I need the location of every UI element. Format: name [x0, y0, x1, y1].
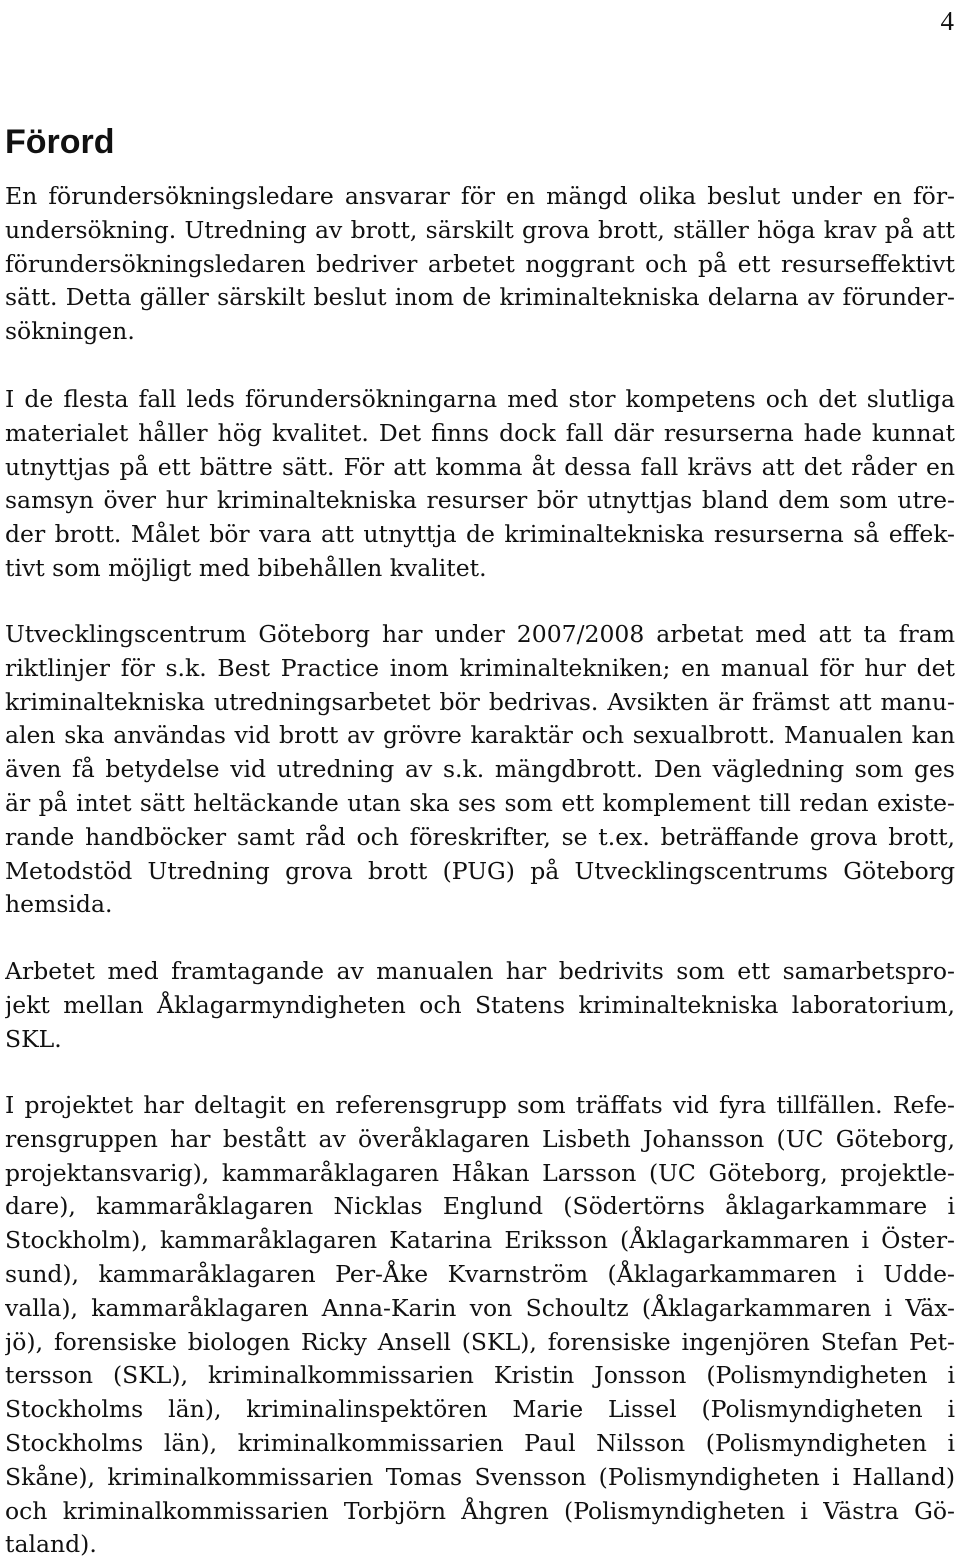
text-line: Utvecklingscentrum Göteborg har under 2007/2008 arbetat med att ta fram	[5, 620, 955, 648]
text-line: förundersökningsledaren bedriver arbetet noggrant och på ett resurseffektivt	[5, 249, 955, 278]
text-line: Stockholm), kammaråklagaren Katarina Eriksson (Åklagarkammaren i Öster-	[5, 1226, 955, 1255]
text-line: I de flesta fall leds förundersökningarna med stor kompetens och det slutliga	[5, 385, 955, 413]
text-line: tivt som möjligt med bibehållen kvalitet.	[5, 553, 487, 582]
text-line: SKL.	[5, 1024, 62, 1053]
text-line: I projektet har deltagit en referensgrupp som träffats vid fyra tillfällen. Refe-	[5, 1091, 955, 1119]
paragraph-reference-group	[5, 1089, 955, 1562]
text-line: tersson (SKL), kriminalkommissarien Kristin Jonsson (Polismyndigheten i	[5, 1361, 955, 1390]
text-line: Stockholms län), kriminalkommissarien Paul Nilsson (Polismyndigheten i	[5, 1428, 955, 1457]
text-line: samsyn över hur kriminaltekniska resurser bör utnyttjas bland dem som utre-	[5, 486, 955, 515]
page-number: 4	[940, 6, 954, 36]
text-line: valla), kammaråklagaren Anna-Karin von Schoultz (Åklagarkammaren i Väx-	[5, 1293, 955, 1322]
paragraph-intro	[5, 180, 955, 349]
text-line: sund), kammaråklagaren Per-Åke Kvarnström (Åklagarkammaren i Udde-	[5, 1259, 955, 1288]
text-line: der brott. Målet bör vara att utnyttja de kriminaltekniska resurserna så effek-	[5, 520, 955, 549]
text-line: kriminaltekniska utredningsarbetet bör bedrivas. Avsikten är främst att manu-	[5, 687, 955, 716]
paragraph-collaboration	[5, 955, 955, 1056]
text-line: och kriminalkommissarien Torbjörn Åhgren (Polismyndigheten i Västra Gö-	[5, 1496, 955, 1525]
text-line: sökningen.	[5, 317, 135, 346]
text-line: En förundersökningsledare ansvarar för en mängd olika beslut under en för-	[5, 182, 955, 210]
text-line: är på intet sätt heltäckande utan ska ses som ett komplement till redan existe-	[5, 788, 955, 817]
text-line: Metodstöd Utredning grova brott (PUG) på Utvecklingscentrums Göteborg	[5, 856, 955, 885]
paragraph-quality	[5, 383, 955, 586]
text-line: jekt mellan Åklagarmyndigheten och Statens kriminaltekniska laboratorium,	[5, 990, 955, 1019]
text-line: Arbetet med framtagande av manualen har bedrivits som ett samarbetspro-	[5, 957, 955, 985]
text-line: undersökning. Utredning av brott, särskilt grova brott, ställer höga krav på att	[5, 215, 955, 244]
text-line: utnyttjas på ett bättre sätt. För att komma åt dessa fall krävs att det råder en	[5, 452, 955, 481]
paragraph-manual	[5, 618, 955, 922]
text-line: rensgruppen har bestått av överåklagaren Lisbeth Johansson (UC Göteborg,	[5, 1124, 955, 1153]
text-line: Skåne), kriminalkommissarien Tomas Svensson (Polismyndigheten i Halland)	[5, 1462, 955, 1491]
text-line: hemsida.	[5, 890, 113, 919]
text-line: riktlinjer för s.k. Best Practice inom kriminaltekniken; en manual för hur det	[5, 653, 955, 682]
page-title: Förord	[5, 123, 115, 161]
text-line: sätt. Detta gäller särskilt beslut inom de kriminaltekniska delarna av förunder-	[5, 283, 955, 312]
text-line: dare), kammaråklagaren Nicklas Englund (Södertörns åklagarkammare i	[5, 1192, 955, 1221]
text-line: taland).	[5, 1530, 97, 1559]
text-line: rande handböcker samt råd och föreskrifter, se t.ex. beträffande grova brott,	[5, 822, 955, 851]
text-line: även få betydelse vid utredning av s.k. mängdbrott. Den vägledning som ges	[5, 755, 955, 784]
text-line: materialet håller hög kvalitet. Det finns dock fall där resurserna hade kunnat	[5, 418, 955, 447]
text-line: jö), forensiske biologen Ricky Ansell (SKL), forensiske ingenjören Stefan Pet-	[5, 1327, 955, 1356]
text-line: alen ska användas vid brott av grövre karaktär och sexualbrott. Manualen kan	[5, 721, 955, 750]
text-line: projektansvarig), kammaråklagaren Håkan Larsson (UC Göteborg, projektle-	[5, 1158, 955, 1187]
text-line: Stockholms län), kriminalinspektören Marie Lissel (Polismyndigheten i	[5, 1395, 955, 1424]
